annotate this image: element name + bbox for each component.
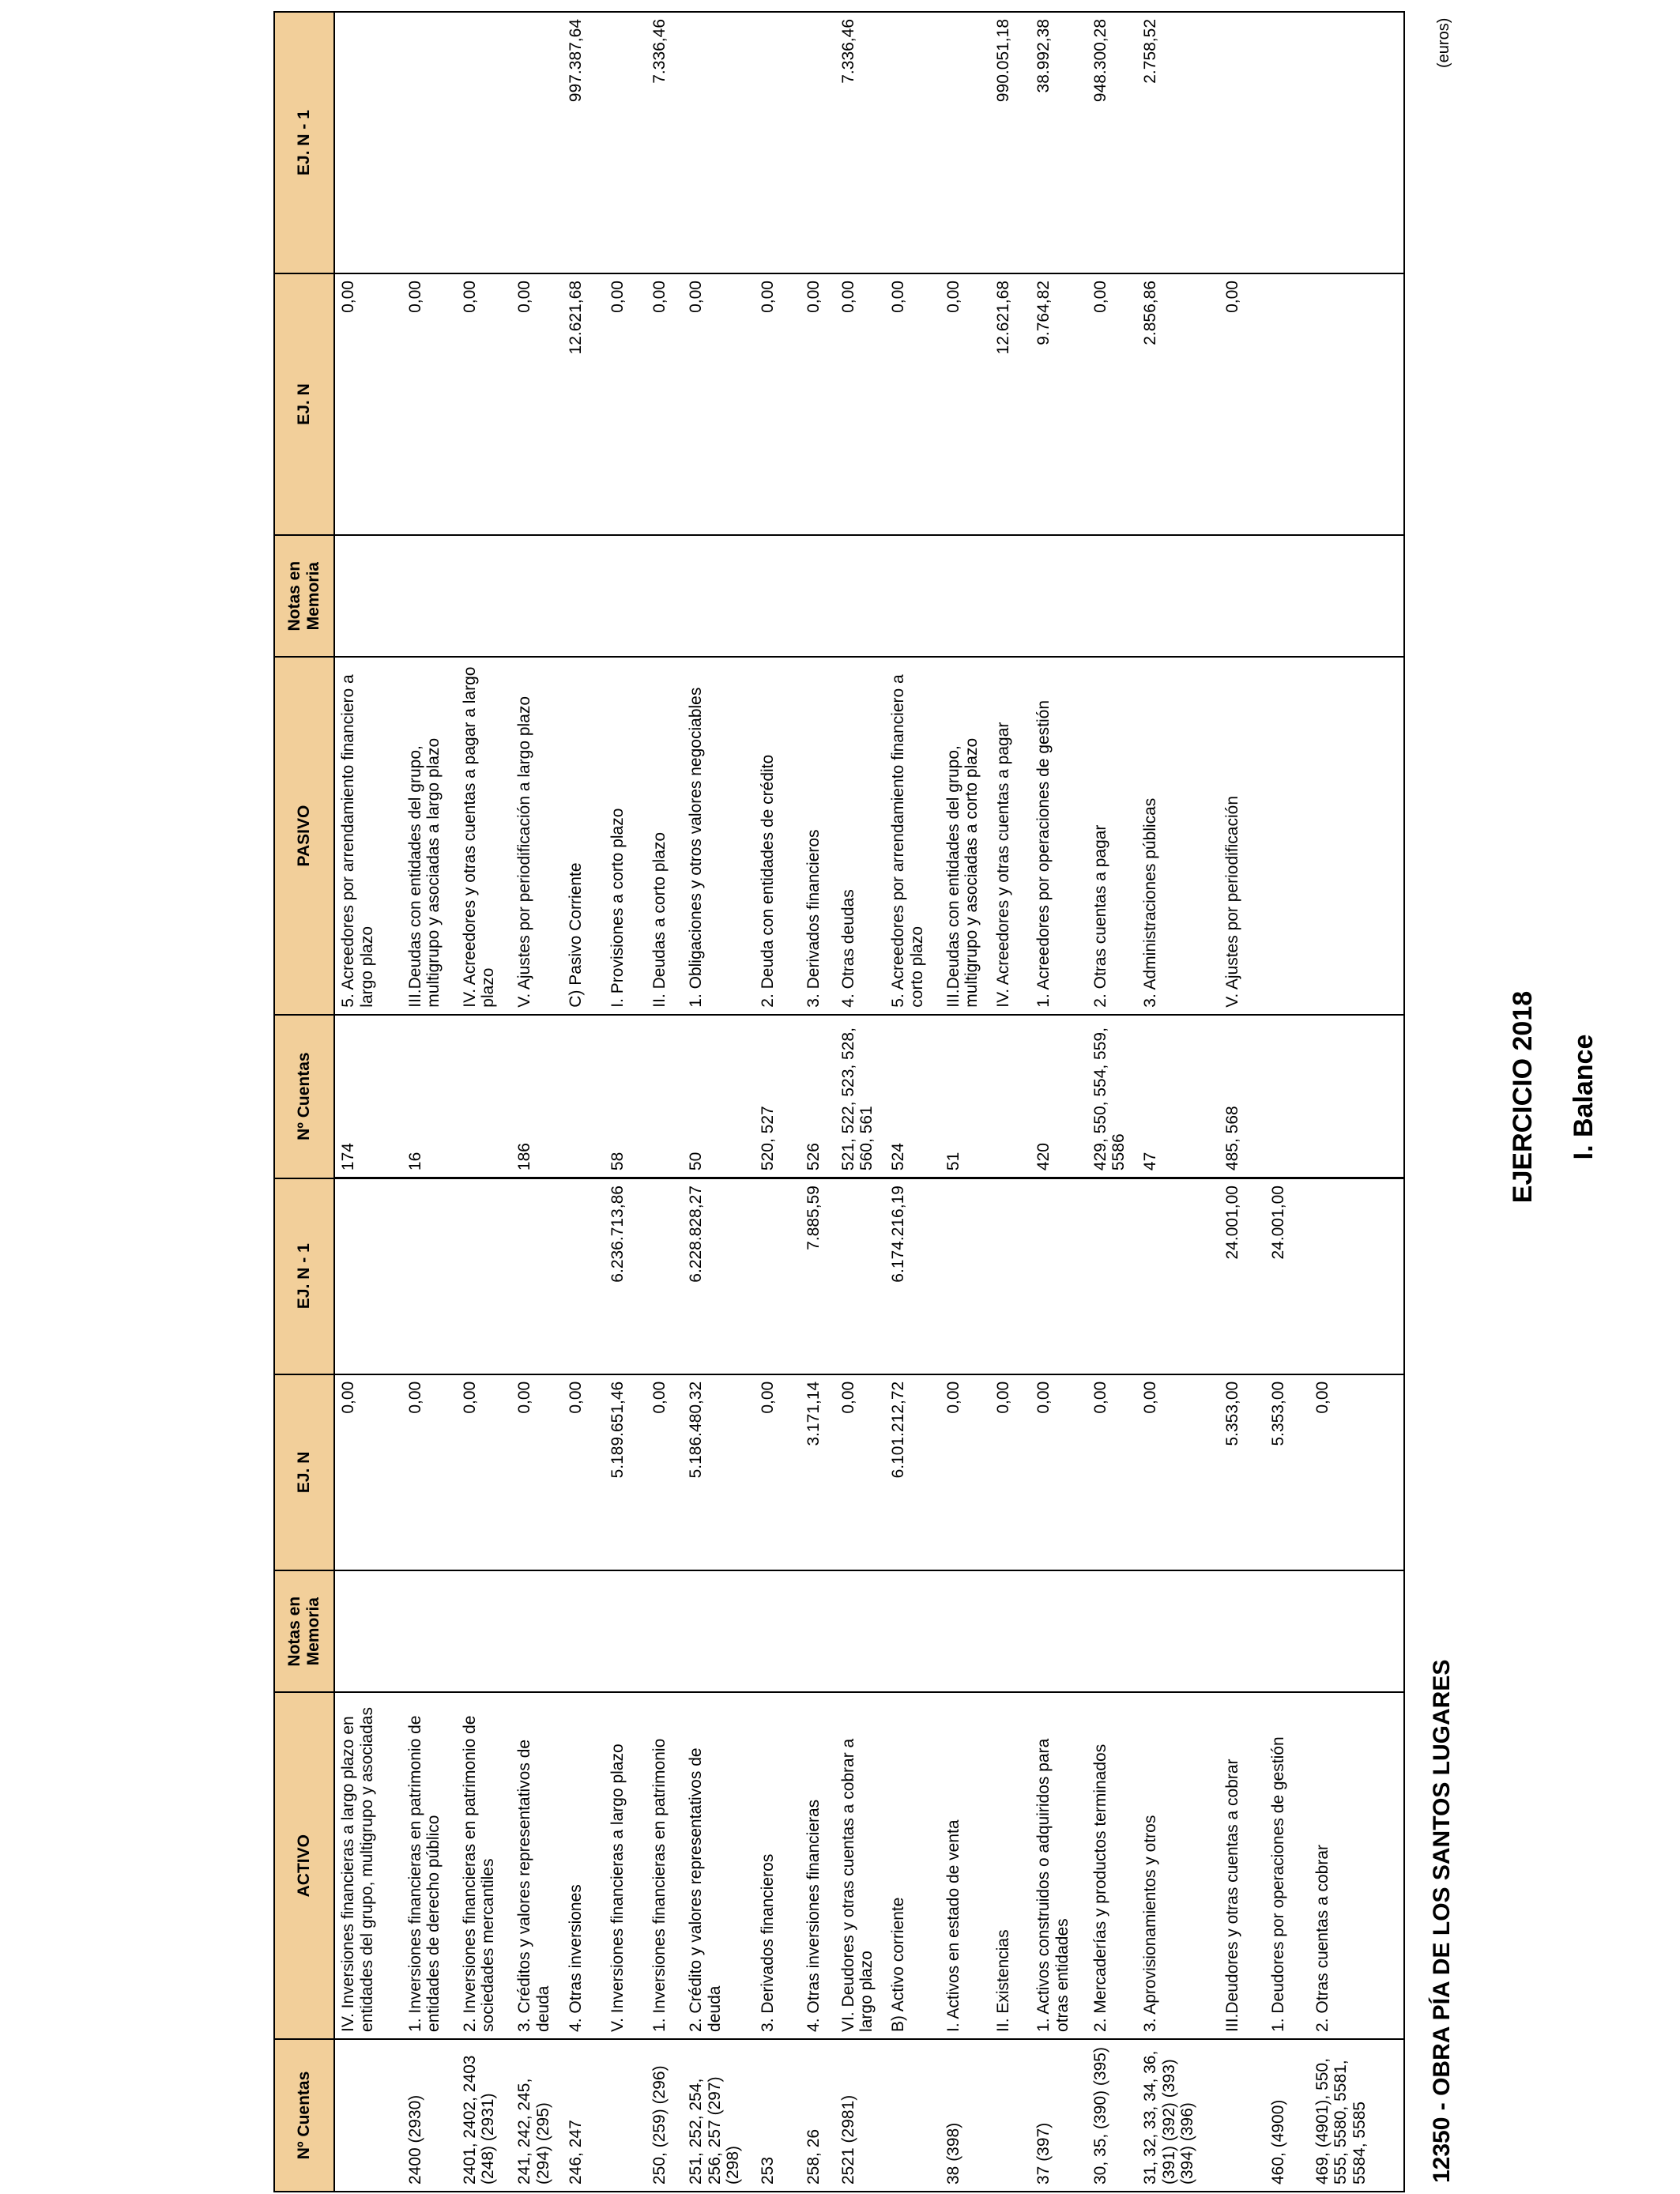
ejn1-pasivo-cell: 990.051,18 (990, 12, 1030, 273)
notas-pasivo-cell (885, 535, 940, 657)
ejn-activo-cell: 5.353,00 (1265, 1374, 1309, 1570)
pasivo-cell: IV. Acreedores y otras cuentas a pagar a largo plazo (457, 657, 511, 1014)
notas-pasivo-cell (563, 535, 605, 657)
table-row (402, 12, 457, 2192)
ejn-activo-cell: 0,00 (1030, 1374, 1087, 1570)
table-row (755, 12, 800, 2192)
ejn1-activo-cell: 6.228.828,27 (683, 1178, 755, 1374)
notas-activo-cell (563, 1570, 605, 1692)
table-row (457, 12, 511, 2192)
pasivo-cell: III.Deudas con entidades del grupo, multigrupo y asociadas a largo plazo (402, 657, 457, 1014)
notas-activo-cell (1309, 1570, 1404, 1692)
header-cuentas-activo: Nº Cuentas (274, 2039, 334, 2192)
ejn1-activo-cell (940, 1178, 991, 1374)
ejn1-activo-cell (334, 1178, 402, 1374)
ejn-activo-cell: 0,00 (990, 1374, 1030, 1570)
notas-pasivo-cell (457, 535, 511, 657)
notas-activo-cell (1087, 1570, 1138, 1692)
table-row (1219, 12, 1265, 2192)
notas-activo-cell (457, 1570, 511, 1692)
notas-activo-cell (755, 1570, 800, 1692)
ejn1-pasivo-cell: 38.992,38 (1030, 12, 1087, 273)
cuentas-pasivo-cell (646, 1015, 683, 1178)
page-title: I. Balance (1569, 1034, 1599, 1160)
notas-activo-cell (940, 1570, 991, 1692)
activo-cell: 4. Otras inversiones (563, 1692, 605, 2039)
cuentas-activo-cell (334, 2039, 402, 2192)
notas-activo-cell (402, 1570, 457, 1692)
ejn1-pasivo-cell (683, 12, 755, 273)
cuentas-activo-cell: 241, 242, 245, (294) (295) (511, 2039, 563, 2192)
table-row (800, 12, 835, 2192)
table-row (885, 12, 940, 2192)
activo-cell: II. Existencias (990, 1692, 1030, 2039)
ejn1-pasivo-cell (1309, 12, 1404, 273)
pasivo-cell (1309, 657, 1404, 1014)
cuentas-pasivo-cell (1309, 1015, 1404, 1178)
notas-pasivo-cell (1137, 535, 1219, 657)
ejn-activo-cell: 0,00 (511, 1374, 563, 1570)
ejn-activo-cell: 5.186.480,32 (683, 1374, 755, 1570)
cuentas-activo-cell: 38 (398) (940, 2039, 991, 2192)
activo-cell: 1. Inversiones financieras en patrimonio (646, 1692, 683, 2039)
activo-cell: 1. Activos construidos o adquiridos para otras entidades (1030, 1692, 1087, 2039)
pasivo-cell: 2. Deuda con entidades de crédito (755, 657, 800, 1014)
notas-activo-cell (334, 1570, 402, 1692)
header-activo: ACTIVO (274, 1692, 334, 2039)
ejn1-pasivo-cell (800, 12, 835, 273)
ejn1-pasivo-cell: 997.387,64 (563, 12, 605, 273)
notas-pasivo-cell (334, 535, 402, 657)
ejn1-activo-cell: 7.885,59 (800, 1178, 835, 1374)
ejn-pasivo-cell (1309, 273, 1404, 535)
activo-cell: 2. Inversiones financieras en patrimonio de sociedades mercantiles (457, 1692, 511, 2039)
cuentas-pasivo-cell: 485, 568 (1219, 1015, 1265, 1178)
table-row (1087, 12, 1138, 2192)
cuentas-activo-cell: 258, 26 (800, 2039, 835, 2192)
activo-cell: III.Deudores y otras cuentas a cobrar (1219, 1692, 1265, 2039)
ejn-pasivo-cell: 0,00 (755, 273, 800, 535)
cuentas-pasivo-cell: 420 (1030, 1015, 1087, 1178)
ejn-activo-cell: 0,00 (1137, 1374, 1219, 1570)
ejn1-pasivo-cell (755, 12, 800, 273)
exercise-title: EJERCICIO 2018 (1508, 990, 1538, 1204)
table-row (683, 12, 755, 2192)
notas-activo-cell (885, 1570, 940, 1692)
notas-activo-cell (835, 1570, 886, 1692)
ejn-pasivo-cell: 0,00 (334, 273, 402, 535)
header-row (274, 12, 334, 2192)
entity-name: 12350 - OBRA PÍA DE LOS SANTOS LUGARES (1429, 1659, 1455, 2183)
ejn1-activo-cell (1030, 1178, 1087, 1374)
ejn1-activo-cell (990, 1178, 1030, 1374)
notas-activo-cell (1137, 1570, 1219, 1692)
cuentas-activo-cell (1219, 2039, 1265, 2192)
pasivo-cell: 3. Derivados financieros (800, 657, 835, 1014)
ejn1-activo-cell (1309, 1178, 1404, 1374)
pasivo-cell: 4. Otras deudas (835, 657, 886, 1014)
balance-table (273, 11, 1405, 2192)
ejn-pasivo-cell: 0,00 (800, 273, 835, 535)
header-ejn1-activo: EJ. N - 1 (274, 1178, 334, 1374)
ejn-pasivo-cell: 0,00 (835, 273, 886, 535)
ejn-pasivo-cell: 0,00 (885, 273, 940, 535)
notas-pasivo-cell (755, 535, 800, 657)
ejn1-pasivo-cell (402, 12, 457, 273)
pasivo-cell: 1. Acreedores por operaciones de gestión (1030, 657, 1087, 1014)
ejn-activo-cell: 0,00 (1309, 1374, 1404, 1570)
activo-cell: B) Activo corriente (885, 1692, 940, 2039)
ejn-activo-cell: 0,00 (563, 1374, 605, 1570)
table-row (990, 12, 1030, 2192)
cuentas-activo-cell: 253 (755, 2039, 800, 2192)
pasivo-cell: IV. Acreedores y otras cuentas a pagar (990, 657, 1030, 1014)
ejn-activo-cell: 0,00 (835, 1374, 886, 1570)
table-row (1030, 12, 1087, 2192)
table-row (563, 12, 605, 2192)
ejn1-pasivo-cell: 7.336,46 (646, 12, 683, 273)
cuentas-pasivo-cell: 524 (885, 1015, 940, 1178)
cuentas-pasivo-cell (563, 1015, 605, 1178)
ejn-pasivo-cell: 2.856,86 (1137, 273, 1219, 535)
pasivo-cell: 3. Administraciones públicas (1137, 657, 1219, 1014)
activo-cell: I. Activos en estado de venta (940, 1692, 991, 2039)
ejn-activo-cell: 5.189.651,46 (605, 1374, 646, 1570)
activo-cell: VI. Deudores y otras cuentas a cobrar a largo plazo (835, 1692, 886, 2039)
notas-activo-cell (1265, 1570, 1309, 1692)
cuentas-pasivo-cell: 47 (1137, 1015, 1219, 1178)
cuentas-pasivo-cell: 51 (940, 1015, 991, 1178)
header-ejn-pasivo: EJ. N (274, 273, 334, 535)
activo-cell: 1. Deudores por operaciones de gestión (1265, 1692, 1309, 2039)
activo-cell: 3. Créditos y valores representativos de deuda (511, 1692, 563, 2039)
ejn1-activo-cell (402, 1178, 457, 1374)
notas-pasivo-cell (800, 535, 835, 657)
ejn-pasivo-cell: 0,00 (646, 273, 683, 535)
ejn1-activo-cell: 24.001,00 (1265, 1178, 1309, 1374)
notas-pasivo-cell (1309, 535, 1404, 657)
ejn-activo-cell: 0,00 (334, 1374, 402, 1570)
ejn-pasivo-cell: 0,00 (683, 273, 755, 535)
ejn-pasivo-cell: 0,00 (511, 273, 563, 535)
notas-pasivo-cell (1030, 535, 1087, 657)
notas-activo-cell (1030, 1570, 1087, 1692)
ejn1-activo-cell (457, 1178, 511, 1374)
cuentas-activo-cell: 30, 35, (390) (395) (1087, 2039, 1138, 2192)
cuentas-pasivo-cell: 174 (334, 1015, 402, 1178)
table-row (1309, 12, 1404, 2192)
ejn1-pasivo-cell (457, 12, 511, 273)
cuentas-pasivo-cell: 521, 522, 523, 528, 560, 561 (835, 1015, 886, 1178)
activo-cell: 4. Otras inversiones financieras (800, 1692, 835, 2039)
notas-pasivo-cell (940, 535, 991, 657)
pasivo-cell: I. Provisiones a corto plazo (605, 657, 646, 1014)
cuentas-pasivo-cell: 16 (402, 1015, 457, 1178)
notas-pasivo-cell (990, 535, 1030, 657)
cuentas-activo-cell: 31, 32, 33, 34, 36, (391) (392) (393) (394) (396) (1137, 2039, 1219, 2192)
notas-pasivo-cell (1265, 535, 1309, 657)
notas-pasivo-cell (402, 535, 457, 657)
ejn-activo-cell: 0,00 (940, 1374, 991, 1570)
cuentas-pasivo-cell: 429, 550, 554, 559, 5586 (1087, 1015, 1138, 1178)
notas-pasivo-cell (683, 535, 755, 657)
table-row (605, 12, 646, 2192)
cuentas-activo-cell: 250, (259) (296) (646, 2039, 683, 2192)
cuentas-pasivo-cell (457, 1015, 511, 1178)
header-notas-activo: Notas en Memoria (274, 1570, 334, 1692)
ejn1-pasivo-cell: 2.758,52 (1137, 12, 1219, 273)
activo-cell: 1. Inversiones financieras en patrimonio de entidades de derecho público (402, 1692, 457, 2039)
ejn-activo-cell: 3.171,14 (800, 1374, 835, 1570)
table-row (646, 12, 683, 2192)
cuentas-pasivo-cell: 50 (683, 1015, 755, 1178)
activo-cell: IV. Inversiones financieras a largo plazo en entidades del grupo, multigrupo y asociadas (334, 1692, 402, 2039)
ejn1-activo-cell (755, 1178, 800, 1374)
ejn1-activo-cell (563, 1178, 605, 1374)
header-pasivo: PASIVO (274, 657, 334, 1014)
activo-cell: 2. Otras cuentas a cobrar (1309, 1692, 1404, 2039)
ejn-activo-cell: 6.101.212,72 (885, 1374, 940, 1570)
ejn1-activo-cell: 6.174.216,19 (885, 1178, 940, 1374)
notas-pasivo-cell (605, 535, 646, 657)
ejn-pasivo-cell: 0,00 (1219, 273, 1265, 535)
ejn1-activo-cell: 24.001,00 (1219, 1178, 1265, 1374)
header-notas-pasivo: Notas en Memoria (274, 535, 334, 657)
ejn1-pasivo-cell: 7.336,46 (835, 12, 886, 273)
ejn-pasivo-cell (1265, 273, 1309, 535)
ejn1-activo-cell (1137, 1178, 1219, 1374)
cuentas-activo-cell: 460, (4900) (1265, 2039, 1309, 2192)
ejn-activo-cell: 0,00 (457, 1374, 511, 1570)
ejn-pasivo-cell: 0,00 (605, 273, 646, 535)
cuentas-activo-cell (605, 2039, 646, 2192)
ejn1-pasivo-cell (1265, 12, 1309, 273)
notas-activo-cell (800, 1570, 835, 1692)
activo-cell: V. Inversiones financieras a largo plazo (605, 1692, 646, 2039)
pasivo-cell: III.Deudas con entidades del grupo, multigrupo y asociadas a corto plazo (940, 657, 991, 1014)
table-row (1265, 12, 1309, 2192)
cuentas-pasivo-cell: 58 (605, 1015, 646, 1178)
pasivo-cell: 5. Acreedores por arrendamiento financiero a corto plazo (885, 657, 940, 1014)
table-row (511, 12, 563, 2192)
cuentas-activo-cell (990, 2039, 1030, 2192)
unit-label: (euros) (1435, 17, 1452, 68)
cuentas-activo-cell: 2401, 2402, 2403 (248) (2931) (457, 2039, 511, 2192)
cuentas-activo-cell: 251, 252, 254, 256, 257 (297) (298) (683, 2039, 755, 2192)
notas-activo-cell (646, 1570, 683, 1692)
cuentas-pasivo-cell: 186 (511, 1015, 563, 1178)
ejn-pasivo-cell: 9.764,82 (1030, 273, 1087, 535)
notas-pasivo-cell (511, 535, 563, 657)
cuentas-activo-cell: 2400 (2930) (402, 2039, 457, 2192)
table-row (835, 12, 886, 2192)
table-row (1137, 12, 1219, 2192)
ejn1-activo-cell (1087, 1178, 1138, 1374)
pasivo-cell: II. Deudas a corto plazo (646, 657, 683, 1014)
pasivo-cell (1265, 657, 1309, 1014)
notas-activo-cell (605, 1570, 646, 1692)
table-row (940, 12, 991, 2192)
header-ejn1-pasivo: EJ. N - 1 (274, 12, 334, 273)
ejn1-pasivo-cell (940, 12, 991, 273)
pasivo-cell: 1. Obligaciones y otros valores negociables (683, 657, 755, 1014)
ejn1-pasivo-cell (885, 12, 940, 273)
cuentas-pasivo-cell (1265, 1015, 1309, 1178)
ejn1-activo-cell (646, 1178, 683, 1374)
activo-cell: 2. Mercaderías y productos terminados (1087, 1692, 1138, 2039)
table-row (334, 12, 402, 2192)
cuentas-activo-cell: 37 (397) (1030, 2039, 1087, 2192)
ejn-pasivo-cell: 0,00 (940, 273, 991, 535)
ejn-pasivo-cell: 12.621,68 (990, 273, 1030, 535)
ejn-activo-cell: 0,00 (755, 1374, 800, 1570)
cuentas-pasivo-cell (990, 1015, 1030, 1178)
pasivo-cell: 5. Acreedores por arrendamiento financiero a largo plazo (334, 657, 402, 1014)
ejn-activo-cell: 0,00 (402, 1374, 457, 1570)
cuentas-activo-cell: 469, (4901), 550, 555, 5580, 5581, 5584, 5585 (1309, 2039, 1404, 2192)
notas-pasivo-cell (1219, 535, 1265, 657)
ejn1-activo-cell (835, 1178, 886, 1374)
notas-pasivo-cell (646, 535, 683, 657)
notas-pasivo-cell (1087, 535, 1138, 657)
activo-cell: 3. Derivados financieros (755, 1692, 800, 2039)
ejn-pasivo-cell: 0,00 (402, 273, 457, 535)
ejn1-pasivo-cell (334, 12, 402, 273)
cuentas-pasivo-cell: 526 (800, 1015, 835, 1178)
cuentas-activo-cell: 246, 247 (563, 2039, 605, 2192)
notas-activo-cell (511, 1570, 563, 1692)
ejn1-activo-cell: 6.236.713,86 (605, 1178, 646, 1374)
header-cuentas-pasivo: Nº Cuentas (274, 1015, 334, 1178)
ejn1-pasivo-cell (1219, 12, 1265, 273)
header-ejn-activo: EJ. N (274, 1374, 334, 1570)
activo-cell: 2. Crédito y valores representativos de deuda (683, 1692, 755, 2039)
cuentas-activo-cell (885, 2039, 940, 2192)
ejn1-activo-cell (511, 1178, 563, 1374)
ejn1-pasivo-cell: 948.300,28 (1087, 12, 1138, 273)
ejn-pasivo-cell: 0,00 (457, 273, 511, 535)
cuentas-activo-cell: 2521 (2981) (835, 2039, 886, 2192)
pasivo-cell: V. Ajustes por periodificación (1219, 657, 1265, 1014)
ejn-pasivo-cell: 0,00 (1087, 273, 1138, 535)
pasivo-cell: 2. Otras cuentas a pagar (1087, 657, 1138, 1014)
pasivo-cell: V. Ajustes por periodificación a largo plazo (511, 657, 563, 1014)
ejn-activo-cell: 0,00 (1087, 1374, 1138, 1570)
cuentas-pasivo-cell: 520, 527 (755, 1015, 800, 1178)
activo-cell: 3. Aprovisionamientos y otros (1137, 1692, 1219, 2039)
ejn-activo-cell: 0,00 (646, 1374, 683, 1570)
ejn-pasivo-cell: 12.621,68 (563, 273, 605, 535)
notas-pasivo-cell (835, 535, 886, 657)
ejn1-pasivo-cell (511, 12, 563, 273)
notas-activo-cell (1219, 1570, 1265, 1692)
notas-activo-cell (683, 1570, 755, 1692)
balance-body (334, 12, 1404, 2192)
ejn1-pasivo-cell (605, 12, 646, 273)
ejn-activo-cell: 5.353,00 (1219, 1374, 1265, 1570)
notas-activo-cell (990, 1570, 1030, 1692)
pasivo-cell: C) Pasivo Corriente (563, 657, 605, 1014)
